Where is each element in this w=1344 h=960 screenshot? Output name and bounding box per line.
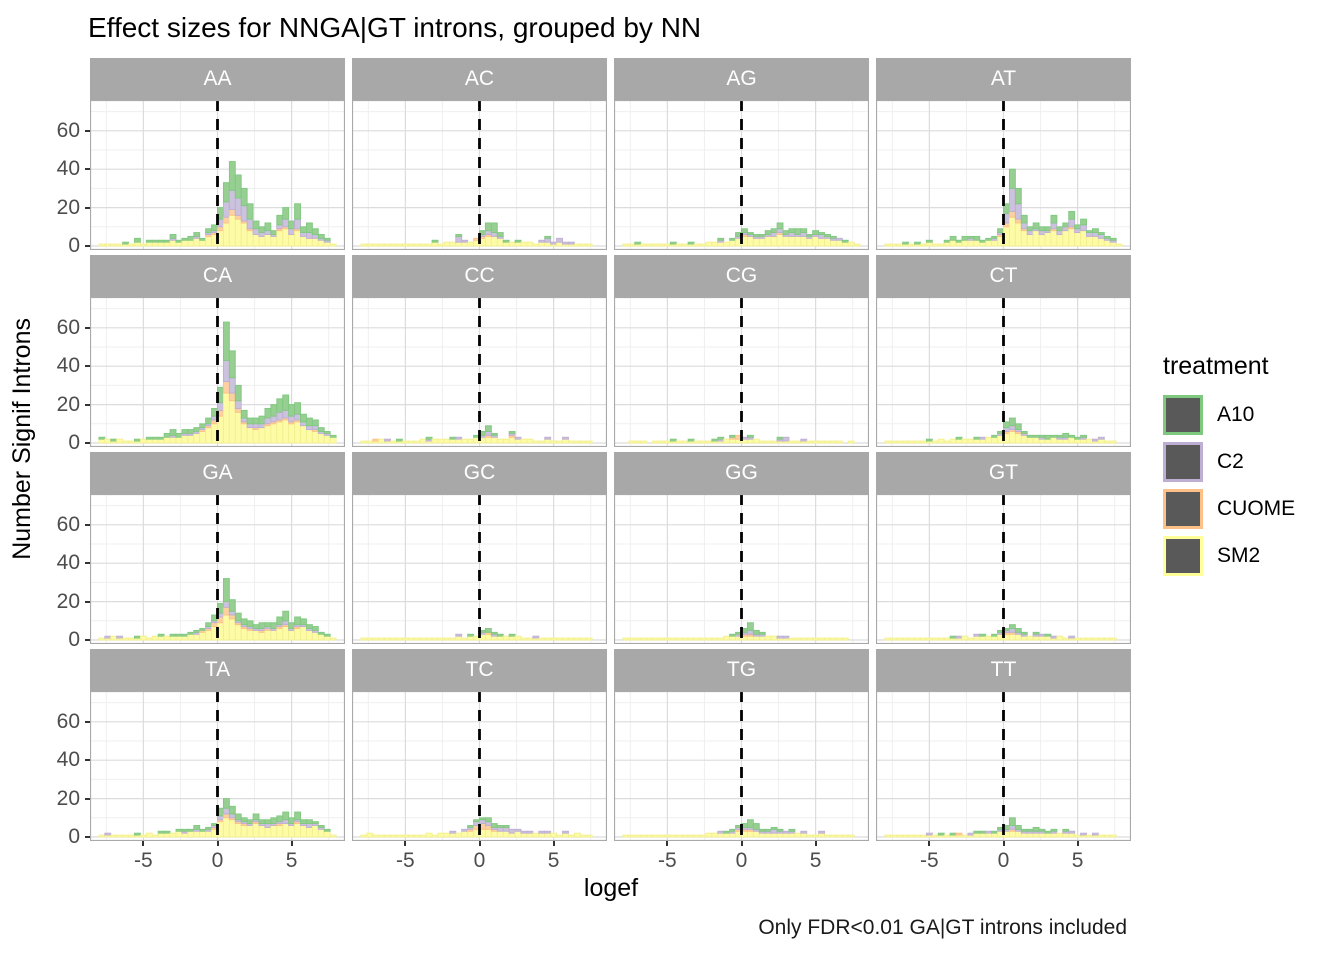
- facet-strip-AT: AT: [876, 58, 1131, 100]
- x-tick-label: 5: [809, 849, 822, 872]
- x-tick-mark: [479, 841, 481, 846]
- y-tick-mark: [85, 721, 90, 723]
- x-tick-label: 0: [735, 849, 748, 872]
- legend-item-label: SM2: [1217, 544, 1261, 567]
- y-tick-mark: [85, 168, 90, 170]
- y-tick-mark: [85, 207, 90, 209]
- y-tick-mark: [85, 130, 90, 132]
- legend: [1163, 352, 1295, 583]
- legend-item-label: CUOME: [1217, 497, 1296, 520]
- legend-item-label: C2: [1217, 450, 1244, 473]
- y-tick-label: 40: [56, 157, 80, 181]
- y-tick-mark: [85, 404, 90, 406]
- x-tick-mark: [553, 841, 555, 846]
- y-tick-label: 20: [56, 195, 80, 219]
- facet-panel-GC: [352, 494, 607, 644]
- x-tick-label: 0: [211, 849, 224, 872]
- x-tick-mark: [666, 841, 668, 846]
- legend-item-C2: [1163, 442, 1295, 482]
- y-tick-mark: [85, 562, 90, 564]
- facet-strip-CG: CG: [614, 255, 869, 297]
- facet-strip-GC: GC: [352, 452, 607, 494]
- y-tick-mark: [85, 442, 90, 444]
- y-tick-mark: [85, 759, 90, 761]
- x-tick-label: 0: [997, 849, 1010, 872]
- y-tick-mark: [85, 639, 90, 641]
- facet-strip-TA: TA: [90, 649, 345, 691]
- y-tick-mark: [85, 327, 90, 329]
- legend-key-swatch: [1163, 442, 1203, 482]
- x-tick-mark: [217, 841, 219, 846]
- legend-item-SM2: [1163, 536, 1295, 576]
- y-tick-mark: [85, 601, 90, 603]
- facet-strip-CC: CC: [352, 255, 607, 297]
- facet-strip-AA: AA: [90, 58, 345, 100]
- facet-panel-AA: [90, 100, 345, 250]
- legend-key-swatch: [1163, 489, 1203, 529]
- y-tick-label: 0: [68, 234, 80, 257]
- legend-key-swatch: [1163, 536, 1203, 576]
- plot-title: Effect sizes for NNGA|GT introns, grouped by NN: [88, 12, 702, 43]
- y-tick-mark: [85, 365, 90, 367]
- x-tick-mark: [815, 841, 817, 846]
- y-tick-label: 60: [56, 315, 80, 339]
- x-tick-label: -5: [920, 849, 939, 872]
- facet-panel-TC: [352, 691, 607, 841]
- legend-key-swatch: [1163, 395, 1203, 435]
- facet-panel-GG: [614, 494, 869, 644]
- facet-panel-AG: [614, 100, 869, 250]
- facet-strip-CA: CA: [90, 255, 345, 297]
- y-tick-label: 0: [68, 628, 80, 651]
- legend-item-CUOME: [1163, 489, 1295, 529]
- x-tick-mark: [741, 841, 743, 846]
- x-tick-label: -5: [658, 849, 677, 872]
- facet-strip-CT: CT: [876, 255, 1131, 297]
- y-tick-mark: [85, 836, 90, 838]
- facet-panel-CT: [876, 297, 1131, 447]
- x-tick-label: 5: [1071, 849, 1084, 872]
- x-tick-label: 5: [285, 849, 298, 872]
- legend-title: treatment: [1163, 352, 1269, 380]
- facet-strip-TG: TG: [614, 649, 869, 691]
- x-tick-label: 0: [473, 849, 486, 872]
- x-axis-title: logef: [583, 874, 639, 902]
- facet-strip-TC: TC: [352, 649, 607, 691]
- facet-strip-GT: GT: [876, 452, 1131, 494]
- facet-panel-CA: [90, 297, 345, 447]
- x-tick-label: 5: [547, 849, 560, 872]
- plot-caption: Only FDR<0.01 GA|GT introns included: [758, 916, 1127, 939]
- legend-item-label: A10: [1217, 403, 1255, 426]
- y-tick-label: 20: [56, 392, 80, 416]
- facet-panel-GT: [876, 494, 1131, 644]
- facet-strip-GA: GA: [90, 452, 345, 494]
- y-tick-label: 60: [56, 118, 80, 142]
- y-tick-mark: [85, 798, 90, 800]
- y-tick-label: 0: [68, 825, 80, 848]
- x-tick-mark: [928, 841, 930, 846]
- x-tick-label: -5: [134, 849, 153, 872]
- y-tick-label: 20: [56, 589, 80, 613]
- y-tick-label: 20: [56, 786, 80, 810]
- facet-strip-AG: AG: [614, 58, 869, 100]
- facet-strip-GG: GG: [614, 452, 869, 494]
- facet-panel-CC: [352, 297, 607, 447]
- y-tick-mark: [85, 524, 90, 526]
- facet-panel-GA: [90, 494, 345, 644]
- y-tick-label: 60: [56, 512, 80, 536]
- y-tick-label: 60: [56, 709, 80, 733]
- x-tick-label: -5: [396, 849, 415, 872]
- facet-panel-AT: [876, 100, 1131, 250]
- legend-item-A10: [1163, 395, 1295, 435]
- x-tick-mark: [1077, 841, 1079, 846]
- legend-items: [1163, 395, 1295, 576]
- y-tick-label: 40: [56, 748, 80, 772]
- facet-panel-CG: [614, 297, 869, 447]
- facet-panel-AC: [352, 100, 607, 250]
- facet-panel-TA: [90, 691, 345, 841]
- facet-strip-AC: AC: [352, 58, 607, 100]
- facet-strip-TT: TT: [876, 649, 1131, 691]
- x-tick-mark: [1003, 841, 1005, 846]
- y-tick-mark: [85, 245, 90, 247]
- x-tick-mark: [142, 841, 144, 846]
- x-tick-mark: [291, 841, 293, 846]
- facet-panel-TG: [614, 691, 869, 841]
- y-tick-label: 40: [56, 551, 80, 575]
- x-tick-mark: [404, 841, 406, 846]
- y-tick-label: 40: [56, 354, 80, 378]
- facet-panel-TT: [876, 691, 1131, 841]
- y-tick-label: 0: [68, 431, 80, 454]
- y-axis-title: Number Signif Introns: [8, 318, 36, 560]
